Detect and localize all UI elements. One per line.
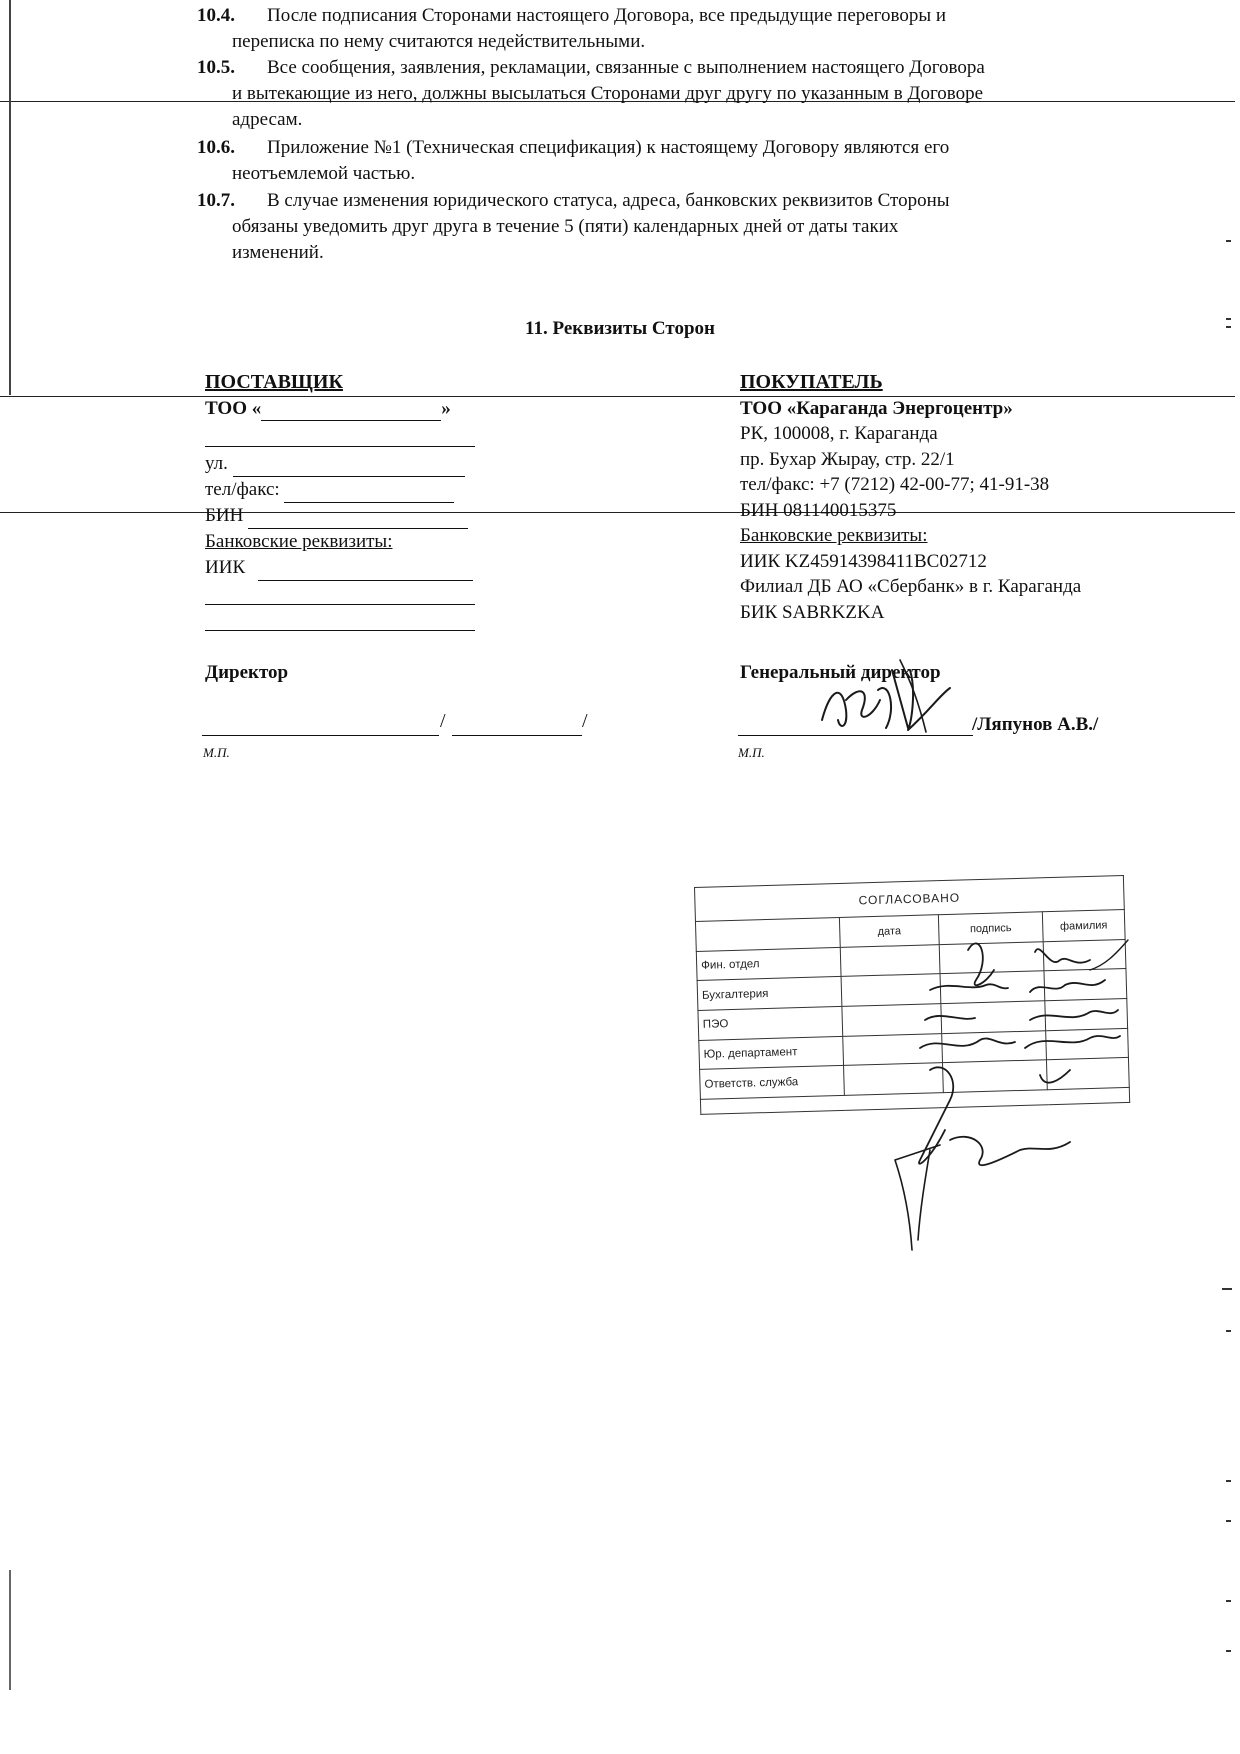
buyer-bin: БИН 081140015375 [740, 499, 897, 521]
buyer-street: пр. Бухар Жырау, стр. 22/1 [740, 448, 955, 470]
supplier-bin-blank [248, 510, 468, 529]
left-margin-line-2 [9, 1570, 11, 1690]
supplier-heading: ПОСТАВЩИК [205, 371, 343, 393]
clause-text: изменений. [232, 242, 324, 263]
margin-dash [1226, 1480, 1231, 1482]
supplier-company-prefix: ТОО « [205, 397, 262, 419]
margin-dash [1226, 1650, 1231, 1652]
buyer-heading: ПОКУПАТЕЛЬ [740, 371, 883, 393]
buyer-city: РК, 100008, г. Караганда [740, 423, 938, 444]
supplier-bin-line [205, 503, 468, 529]
clause-10-4 [197, 3, 1131, 55]
clause-text: Приложение №1 (Техническая спецификация) к настоящему Договору являются его [267, 137, 950, 158]
supplier-street-label: ул. [205, 453, 228, 474]
buyer-phone: тел/факс: +7 (7212) 42-00-77; 41-91-38 [740, 474, 1050, 495]
stamp-title: СОГЛАСОВАНО [695, 876, 1125, 922]
clause-number: 10.4. [197, 5, 235, 26]
clause-10-6 [197, 135, 1131, 187]
supplier-blank-line [205, 630, 475, 631]
slash-glyph: / [582, 710, 588, 732]
supplier-street-blank [233, 458, 465, 477]
margin-dash [1226, 240, 1231, 242]
supplier-company-suffix: » [441, 397, 451, 419]
supplier-phone-line [205, 477, 454, 503]
supplier-block [205, 370, 505, 421]
clause-text: и вытекающие из него, должны высылаться Сторонами друг другу по указанным в Договоре [232, 83, 984, 104]
approval-signatures [890, 930, 1130, 1260]
stamp-row-label: Ответств. служба [700, 1066, 845, 1100]
clause-text: обязаны уведомить друг друга в течение 5 (пяти) календарных дней от даты таких [232, 216, 899, 237]
clause-text: неотъемлемой частью. [232, 163, 416, 184]
supplier-name-line [452, 735, 582, 736]
stamp-row-label: Фин. отдел [696, 947, 841, 981]
supplier-company-blank [261, 402, 441, 421]
supplier-iik-label: ИИК [205, 557, 246, 578]
supplier-blank-line [205, 446, 475, 447]
clause-10-7 [197, 188, 1131, 266]
clause-10-5 [197, 55, 1131, 133]
clause-number: 10.6. [197, 137, 235, 158]
margin-dash [1226, 1600, 1231, 1602]
supplier-seal-mark: М.П. [203, 745, 230, 760]
supplier-phone-blank [284, 484, 454, 503]
clause-text: переписка по нему считаются недействительными. [232, 31, 646, 52]
margin-dash [1222, 1288, 1232, 1290]
stamp-col-name: фамилия [1042, 910, 1125, 942]
slash-glyph: / [440, 710, 446, 732]
supplier-bank-label: Банковские реквизиты: [205, 531, 393, 552]
supplier-signature-line [202, 735, 439, 736]
margin-dash [1226, 1520, 1231, 1522]
supplier-bin-label: БИН [205, 505, 244, 526]
buyer-bank-label: Банковские реквизиты: [740, 525, 928, 546]
supplier-company [205, 396, 505, 422]
section-title: 11. Реквизиты Сторон [525, 318, 715, 339]
clause-text: Все сообщения, заявления, рекламации, связанные с выполнением настоящего Договора [267, 57, 985, 78]
stamp-row-label: ПЭО [698, 1006, 843, 1040]
clause-number: 10.5. [197, 57, 235, 78]
buyer-bik: БИК SABRKZKA [740, 601, 885, 623]
margin-dash [1226, 1330, 1231, 1332]
buyer-bank-name: Филиал ДБ АО «Сбербанк» в г. Караганда [740, 576, 1082, 597]
buyer-company: ТОО «Караганда Энергоцентр» [740, 397, 1013, 419]
buyer-position: Генеральный директор [740, 662, 941, 683]
clause-number: 10.7. [197, 190, 235, 211]
director-signature [800, 650, 980, 745]
clause-text: адресам. [232, 109, 303, 130]
buyer-signer: /Ляпунов А.В./ [972, 714, 1099, 735]
stamp-row-label: Юр. департамент [699, 1036, 844, 1070]
supplier-position: Директор [205, 662, 289, 683]
buyer-iik: ИИК KZ45914398411BC02712 [740, 550, 987, 572]
supplier-iik-blank [258, 562, 473, 581]
stamp-row-label: Бухгалтерия [697, 977, 842, 1011]
stamp-col-date: дата [839, 915, 939, 947]
supplier-iik-line [205, 555, 473, 581]
supplier-phone-label: тел/факс: [205, 479, 280, 500]
stamp-header-blank [695, 918, 840, 952]
buyer-seal-mark: М.П. [738, 745, 765, 760]
buyer-block [740, 370, 1160, 625]
supplier-blank-line [205, 604, 475, 605]
stamp-col-sign: подпись [938, 912, 1043, 945]
clause-text: В случае изменения юридического статуса, адреса, банковских реквизитов Стороны [267, 190, 950, 211]
supplier-street-line [205, 451, 465, 477]
clause-text: После подписания Сторонами настоящего Договора, все предыдущие переговоры и [267, 5, 947, 26]
